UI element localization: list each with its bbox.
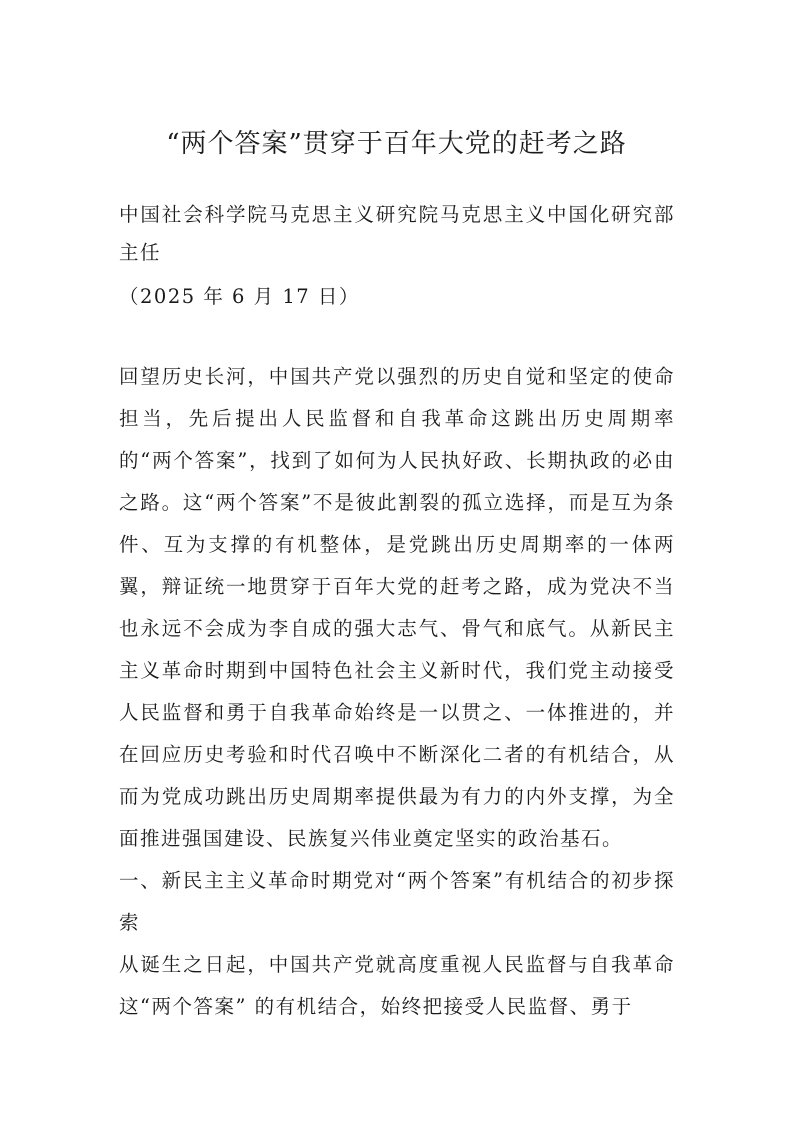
paragraph-section-1: 从诞生之日起，中国共产党就高度重视人民监督与自我革命这“两个答案” 的有机结合，始终把接受人民监督、勇于 bbox=[119, 953, 675, 1018]
document-title: “两个答案”贯穿于百年大党的赶考之路 bbox=[166, 129, 627, 159]
author-line: 中国社会科学院马克思主义研究院马克思主义中国化研究部主任 bbox=[119, 203, 675, 264]
section-heading-1: 一、新民主主义革命时期党对“两个答案”有机结合的初步探索 bbox=[119, 869, 675, 934]
body-text bbox=[119, 356, 675, 1028]
date-line: （2025 年 6 月 17 日） bbox=[119, 285, 360, 308]
paragraph-intro: 回望历史长河，中国共产党以强烈的历史自觉和坚定的使命担当，先后提出人民监督和自我革命这跳出历史周期率的“两个答案”，找到了如何为人民执好政、长期执政的必由之路。这“两个答案”不是彼此割裂的孤立选择，而是互为条件、互为支撑的有机整体，是党跳出历史周期率的一体两翼，辩证统一地贯穿于百年大党的赶考之路，成为党决不当也永远不会成为李自成的强大志气、骨气和底气。从新民主主义革命时期到中国特色社会主义新时代，我们党主动接受人民监督和勇于自我革命始终是一以贯之、一体推进的，并在回应历史考验和时代召唤中不断深化二者的有机结合，从而为党成功跳出历史周期率提供最为有力的内外支撑，为全面推进强国建设、民族复兴伟业奠定坚实的政治基石。 bbox=[119, 365, 675, 850]
